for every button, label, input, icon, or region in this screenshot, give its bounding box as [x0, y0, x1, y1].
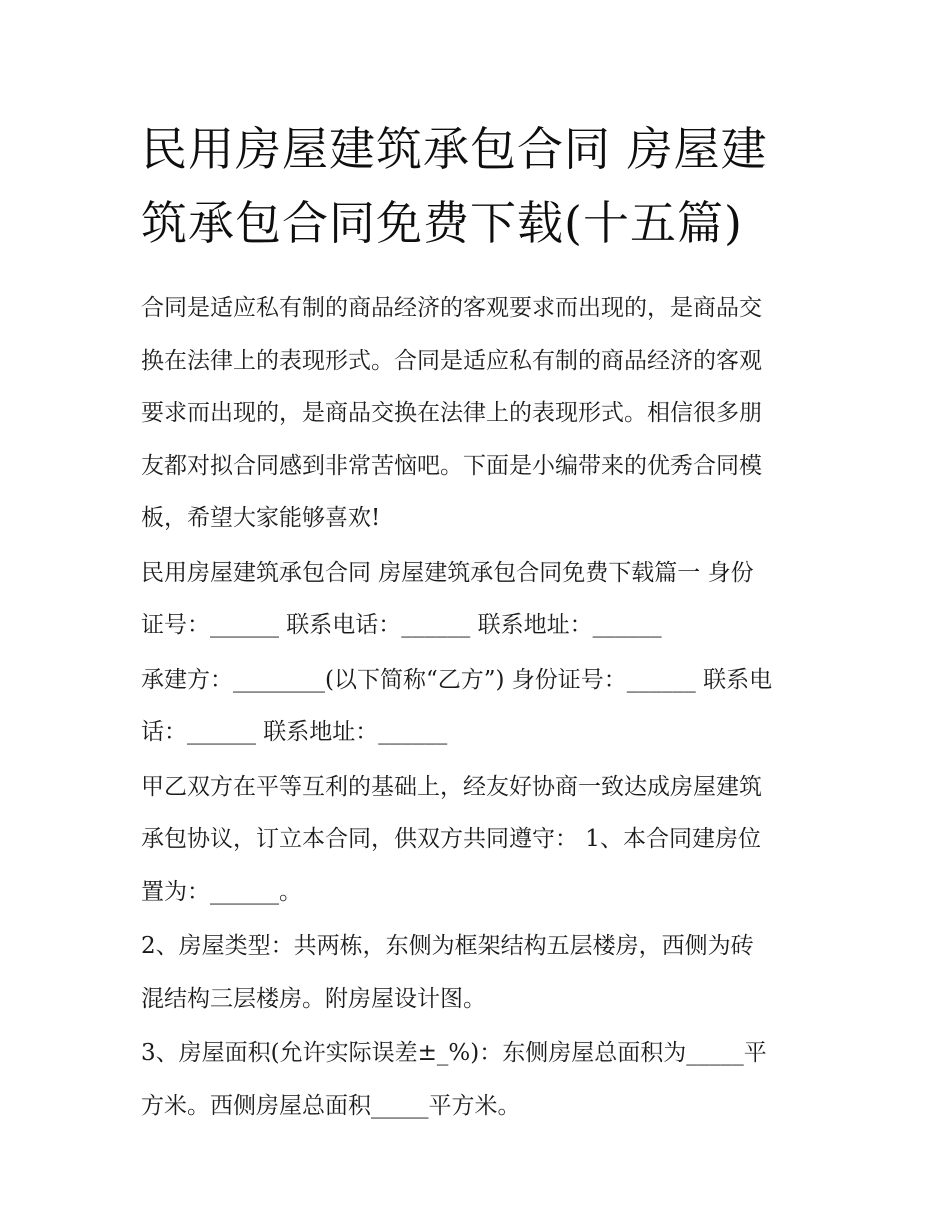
house-area-paragraph [141, 1027, 813, 1132]
text-line: 承建方：________(以下简称“乙方”) 身份证号：______ 联系电 [141, 666, 773, 693]
text-line: 甲乙双方在平等互利的基础上，经友好协商一致达成房屋建筑 [141, 773, 762, 800]
text-line: 2、房屋类型：共两栋，东侧为框架结构五层楼房，西侧为砖 [141, 933, 754, 959]
text-line: 民用房屋建筑承包合同 房屋建筑承包合同免费下载篇一 身份 [141, 559, 754, 586]
contract-heading-paragraph [141, 547, 813, 652]
text-line: 3、房屋面积(允许实际误差±_%)：东侧房屋总面积为_____平 [141, 1040, 767, 1066]
text-line: 置为：______。 [141, 878, 302, 905]
text-line: 话：______ 联系地址：______ [141, 719, 448, 745]
text-line: 要求而出现的，是商品交换在法律上的表现形式。相信很多朋 [141, 400, 762, 426]
text-line: 方米。西侧房屋总面积_____平方米。 [141, 1092, 521, 1119]
text-line: 证号：______ 联系电话：______ 联系地址：______ [141, 612, 662, 638]
agreement-paragraph [141, 761, 813, 919]
document-page [141, 112, 813, 1134]
text-line: 混结构三层楼房。附房屋设计图。 [141, 985, 486, 1012]
text-line: 承包协议，订立本合同，供双方共同遵守： 1、本合同建房位 [141, 826, 761, 852]
contractor-info-paragraph [141, 654, 813, 759]
title-line: 民用房屋建筑承包合同 房屋建 [141, 122, 768, 176]
document-title [141, 112, 813, 260]
text-line: 友都对拟合同感到非常苦恼吧。下面是小编带来的优秀合同模 [141, 452, 762, 479]
text-line: 板，希望大家能够喜欢! [141, 505, 381, 531]
intro-paragraph [141, 282, 813, 545]
text-line: 合同是适应私有制的商品经济的客观要求而出现的，是商品交 [141, 295, 762, 321]
house-type-paragraph [141, 920, 813, 1025]
title-line: 筑承包合同免费下载(十五篇) [141, 196, 743, 250]
text-line: 换在法律上的表现形式。合同是适应私有制的商品经济的客观 [141, 347, 762, 374]
